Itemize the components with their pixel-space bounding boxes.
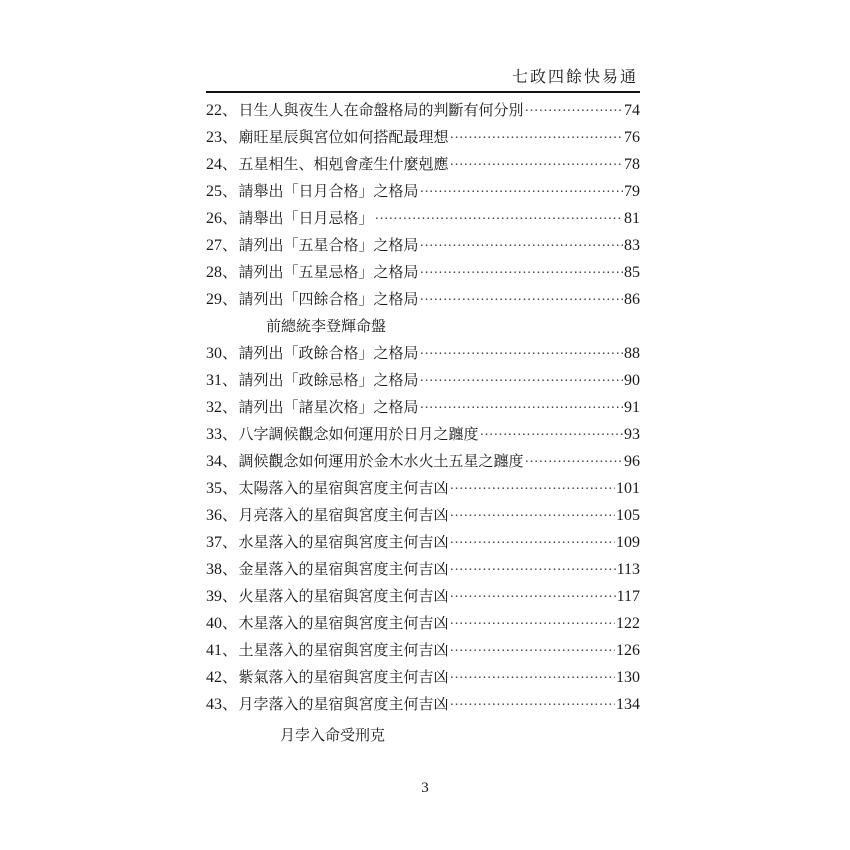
- toc-leader-dots: [525, 449, 623, 476]
- toc-entry-page: 122: [616, 615, 640, 632]
- toc-leader-dots: [525, 98, 623, 125]
- toc-entry-title: 紫氣落入的星宿與宮度主何吉凶: [238, 668, 449, 686]
- toc-entry-33: [206, 421, 640, 448]
- toc-entry-27: [206, 232, 640, 259]
- toc-leader-dots: [450, 584, 616, 611]
- toc-entry-23: [206, 124, 640, 151]
- toc-entry-page: 126: [616, 642, 640, 659]
- toc-entry-separator: 、: [222, 506, 238, 524]
- toc-entry-title: 八字調候觀念如何運用於日月之躔度: [238, 425, 479, 443]
- toc-entry-number: 27: [206, 237, 222, 254]
- toc-leader-dots: [450, 665, 615, 692]
- toc-leader-dots: [420, 233, 623, 260]
- toc-leader-dots: [420, 395, 623, 422]
- toc-entry-separator: 、: [222, 236, 238, 254]
- toc-entry-title: 廟旺星辰與宮位如何搭配最理想: [238, 128, 449, 146]
- toc-leader-dots: [450, 152, 623, 179]
- toc-entry-number: 25: [206, 183, 222, 200]
- toc-entry-26: [206, 205, 640, 232]
- toc-entry-title: 月孛落入的星宿與宮度主何吉凶: [238, 695, 449, 713]
- toc-entry-number: 33: [206, 426, 222, 443]
- toc-entry-25: [206, 178, 640, 205]
- toc-entry-number: 30: [206, 345, 222, 362]
- toc-entry-page: 83: [624, 237, 640, 254]
- toc-entry-31: [206, 367, 640, 394]
- toc-entry-title: 金星落入的星宿與宮度主何吉凶: [238, 560, 449, 578]
- table-of-contents: [206, 97, 640, 749]
- toc-entry-page: 78: [624, 156, 640, 173]
- toc-entry-title: 月亮落入的星宿與宮度主何吉凶: [238, 506, 449, 524]
- toc-entry-title: 請舉出「日月忌格」: [238, 209, 374, 227]
- toc-entry-separator: 、: [222, 695, 238, 713]
- toc-entry-separator: 、: [222, 344, 238, 362]
- toc-leader-dots: [480, 422, 623, 449]
- toc-entry-separator: 、: [222, 560, 238, 578]
- toc-entry-page: 79: [624, 183, 640, 200]
- toc-entry-page: 76: [624, 129, 640, 146]
- toc-leader-dots: [420, 341, 623, 368]
- toc-entry-separator: 、: [222, 479, 238, 497]
- toc-entry-title: 請列出「五星忌格」之格局: [238, 263, 419, 281]
- toc-entry-number: 41: [206, 642, 222, 659]
- toc-entry-42: [206, 664, 640, 691]
- toc-leader-dots: [450, 611, 615, 638]
- toc-entry-separator: 、: [222, 128, 238, 146]
- toc-entry-title: 火星落入的星宿與宮度主何吉凶: [238, 587, 449, 605]
- toc-entry-24: [206, 151, 640, 178]
- toc-entry-number: 35: [206, 480, 222, 497]
- toc-entry-title: 請列出「政餘合格」之格局: [238, 344, 419, 362]
- toc-entry-separator: 、: [222, 209, 238, 227]
- toc-entry-page: 134: [616, 696, 640, 713]
- toc-entry-34: [206, 448, 640, 475]
- toc-entry-36: [206, 502, 640, 529]
- toc-entry-32: [206, 394, 640, 421]
- toc-entry-separator: 、: [222, 155, 238, 173]
- toc-entry-page: 105: [616, 507, 640, 524]
- toc-entry-30: [206, 340, 640, 367]
- toc-entry-separator: 、: [222, 614, 238, 632]
- toc-entry-title: 請列出「諸星次格」之格局: [238, 398, 419, 416]
- toc-entry-page: 101: [616, 480, 640, 497]
- toc-entry-35: [206, 475, 640, 502]
- toc-entry-number: 38: [206, 561, 222, 578]
- header-rule: [206, 91, 640, 93]
- toc-leader-dots: [420, 260, 623, 287]
- toc-entry-page: 109: [616, 534, 640, 551]
- toc-leader-dots: [420, 368, 623, 395]
- toc-entry-37: [206, 529, 640, 556]
- toc-entry-page: 96: [624, 453, 640, 470]
- toc-leader-dots: [375, 206, 623, 233]
- toc-entry-separator: 、: [222, 182, 238, 200]
- toc-entry-separator: 、: [222, 371, 238, 389]
- toc-entry-page: 130: [616, 669, 640, 686]
- toc-entry-separator: 、: [222, 101, 238, 119]
- toc-entry-number: 32: [206, 399, 222, 416]
- toc-entry-title: 請舉出「日月合格」之格局: [238, 182, 419, 200]
- toc-entry-title: 請列出「四餘合格」之格局: [238, 290, 419, 308]
- toc-leader-dots: [420, 179, 623, 206]
- toc-entry-title: 日生人與夜生人在命盤格局的判斷有何分別: [238, 101, 524, 119]
- toc-entry-separator: 、: [222, 668, 238, 686]
- toc-entry-separator: 、: [222, 533, 238, 551]
- toc-entry-title: 調候觀念如何運用於金木水火土五星之躔度: [238, 452, 524, 470]
- toc-entry-43: [206, 691, 640, 718]
- toc-entry-number: 28: [206, 264, 222, 281]
- toc-entry-separator: 、: [222, 263, 238, 281]
- toc-entry-title: 五星相生、相剋會產生什麼剋應: [238, 155, 449, 173]
- running-header: 七政四餘快易通: [511, 67, 638, 86]
- toc-entry-title: 請列出「政餘忌格」之格局: [238, 371, 419, 389]
- toc-leader-dots: [450, 557, 616, 584]
- toc-entry-title: 土星落入的星宿與宮度主何吉凶: [238, 641, 449, 659]
- toc-entry-title: 水星落入的星宿與宮度主何吉凶: [238, 533, 449, 551]
- toc-entry-38: [206, 556, 640, 583]
- toc-entry-22: [206, 97, 640, 124]
- toc-entry-page: 85: [624, 264, 640, 281]
- toc-entry-page: 81: [624, 210, 640, 227]
- toc-entry-page: 86: [624, 291, 640, 308]
- toc-entry-page: 74: [624, 102, 640, 119]
- toc-entry-separator: 、: [222, 587, 238, 605]
- toc-entry-29: [206, 286, 640, 313]
- toc-entry-number: 42: [206, 669, 222, 686]
- toc-entry-number: 26: [206, 210, 222, 227]
- toc-entry-page: 90: [624, 372, 640, 389]
- toc-entry-page: 88: [624, 345, 640, 362]
- toc-subentry: 月孛入命受刑克: [280, 726, 386, 744]
- toc-entry-separator: 、: [222, 641, 238, 659]
- toc-entry-page: 113: [616, 561, 640, 578]
- toc-leader-dots: [450, 476, 615, 503]
- toc-entry-page: 91: [624, 399, 640, 416]
- toc-entry-40: [206, 610, 640, 637]
- toc-entry-number: 36: [206, 507, 222, 524]
- toc-leader-dots: [450, 638, 615, 665]
- toc-entry-page: 93: [624, 426, 640, 443]
- toc-entry-separator: 、: [222, 425, 238, 443]
- toc-entry-title: 木星落入的星宿與宮度主何吉凶: [238, 614, 449, 632]
- toc-leader-dots: [450, 503, 615, 530]
- toc-entry-separator: 、: [222, 452, 238, 470]
- toc-entry-28: [206, 259, 640, 286]
- toc-entry-number: 29: [206, 291, 222, 308]
- toc-entry-title: 請列出「五星合格」之格局: [238, 236, 419, 254]
- toc-entry-41: [206, 637, 640, 664]
- toc-entry-number: 39: [206, 588, 222, 605]
- toc-entry-number: 34: [206, 453, 222, 470]
- toc-entry-number: 40: [206, 615, 222, 632]
- toc-leader-dots: [420, 287, 623, 314]
- toc-entry-separator: 、: [222, 290, 238, 308]
- toc-subentry: 前總統李登輝命盤: [266, 317, 387, 335]
- toc-entry-page: 117: [616, 588, 640, 605]
- toc-entry-number: 37: [206, 534, 222, 551]
- toc-entry-39: [206, 583, 640, 610]
- toc-entry-separator: 、: [222, 398, 238, 416]
- page-number: 3: [421, 780, 429, 796]
- toc-entry-number: 22: [206, 102, 222, 119]
- toc-leader-dots: [450, 125, 623, 152]
- toc-entry-number: 24: [206, 156, 222, 173]
- toc-entry-number: 23: [206, 129, 222, 146]
- toc-entry-title: 太陽落入的星宿與宮度主何吉凶: [238, 479, 449, 497]
- toc-leader-dots: [450, 692, 615, 719]
- toc-entry-number: 31: [206, 372, 222, 389]
- toc-entry-number: 43: [206, 696, 222, 713]
- toc-leader-dots: [450, 530, 615, 557]
